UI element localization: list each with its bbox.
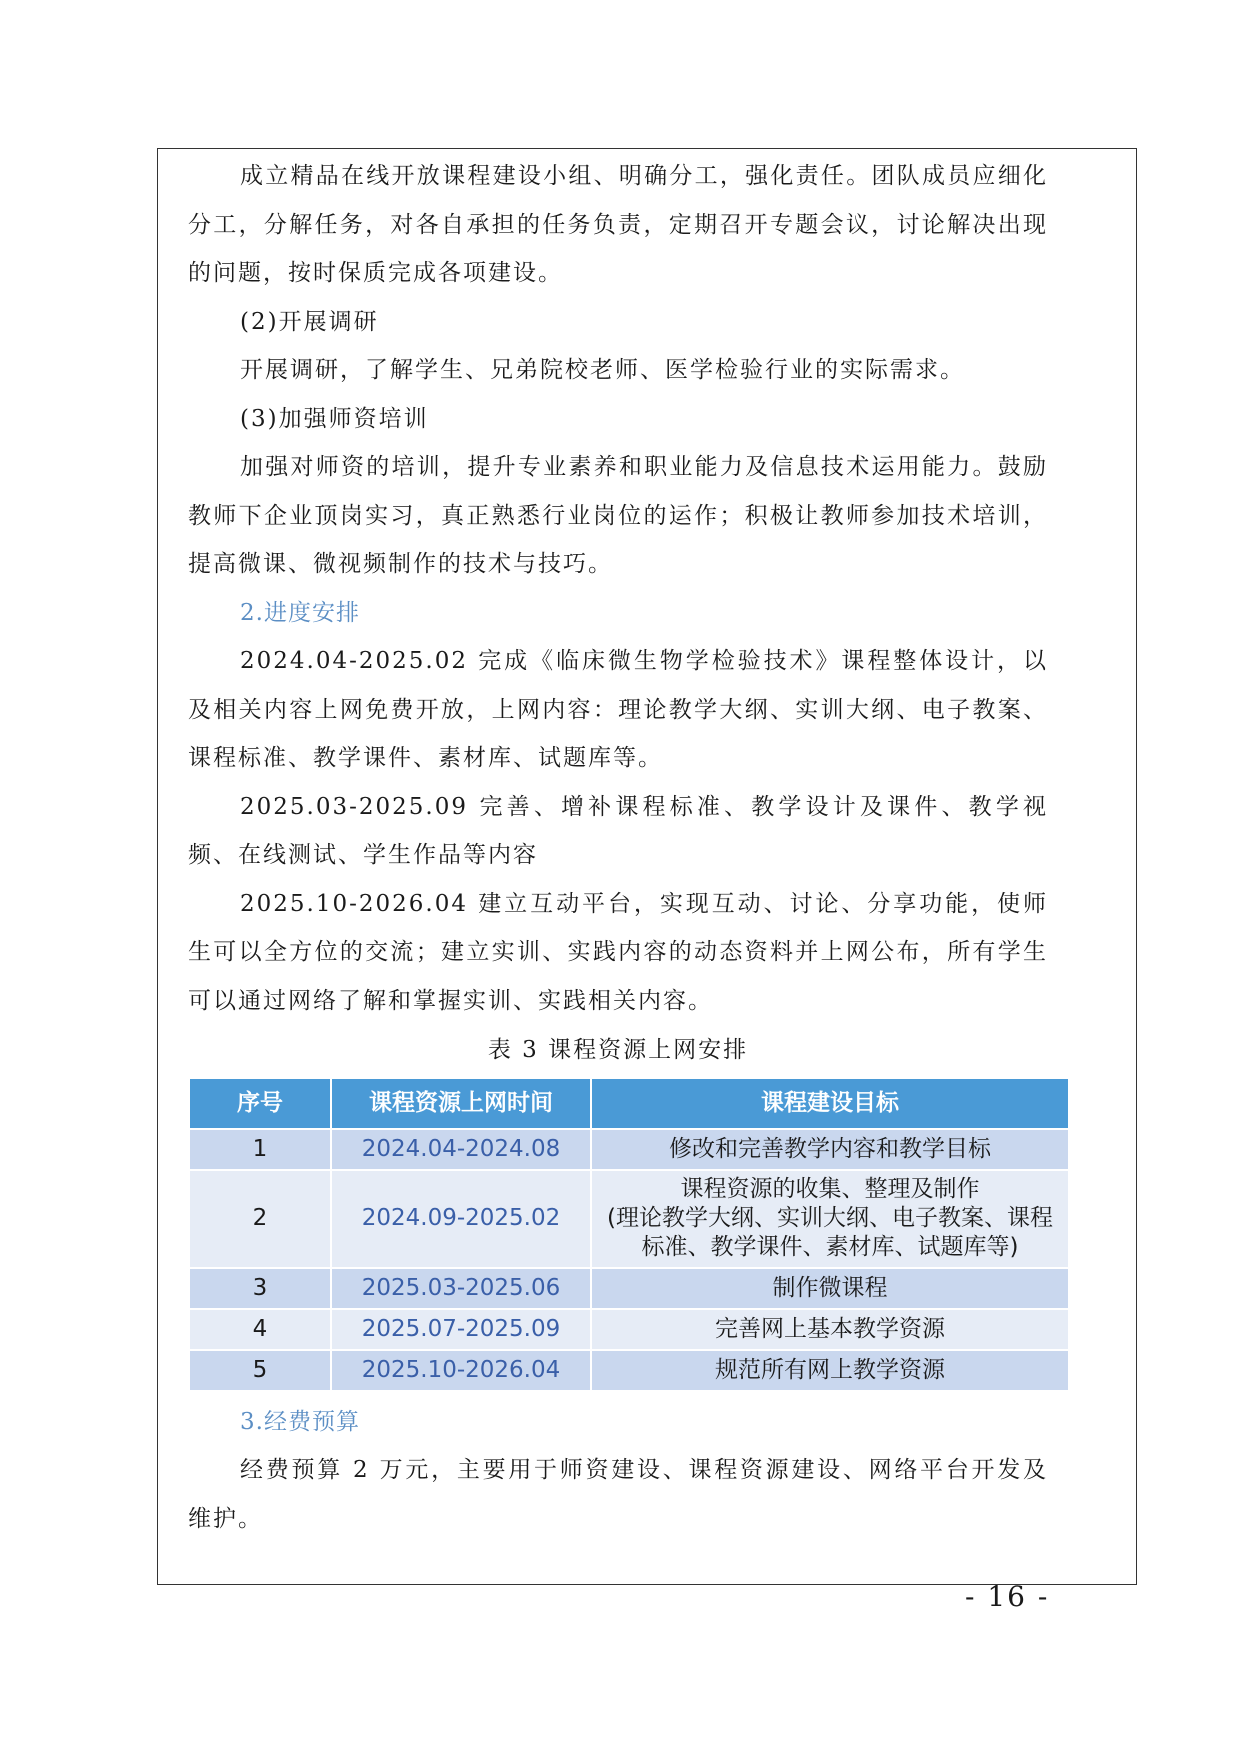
paragraph-schedule-3: 2025.10-2026.04 建立互动平台，实现互动、讨论、分享功能，使师生可以全方位的交流；建立实训、实践内容的动态资料并上网公布，所有学生可以通过网络了解和掌握实训、实践相关内容。	[188, 890, 1048, 1014]
table-row	[189, 1309, 1069, 1350]
cell-no: 3	[189, 1268, 331, 1309]
paragraph-schedule-1: 2024.04-2025.02 完成《临床微生物学检验技术》课程整体设计，以及相关内容上网免费开放，上网内容：理论教学大纲、实训大纲、电子教案、课程标准、教学课件、素材库、试题库等。	[188, 648, 1048, 771]
paragraph-team: 成立精品在线开放课程建设小组、明确分工，强化责任。团队成员应细化分工，分解任务，对各自承担的任务负责，定期召开专题会议，讨论解决出现的问题，按时保质完成各项建设。	[188, 163, 1048, 286]
paragraph-training: 加强对师资的培训，提升专业素养和职业能力及信息技术运用能力。鼓励教师下企业顶岗实习，真正熟悉行业岗位的运作；积极让教师参加技术培训，提高微课、微视频制作的技术与技巧。	[188, 454, 1048, 577]
cell-time: 2024.09-2025.02	[331, 1170, 591, 1268]
cell-no: 4	[189, 1309, 331, 1350]
cell-time: 2024.04-2024.08	[331, 1129, 591, 1170]
cell-goal: 规范所有网上教学资源	[591, 1350, 1069, 1391]
page-number: - 16 -	[965, 1580, 1050, 1613]
cell-goal: 修改和完善教学内容和教学目标	[591, 1129, 1069, 1170]
cell-time: 2025.10-2026.04	[331, 1350, 591, 1391]
paragraph-research: 开展调研，了解学生、兄弟院校老师、医学检验行业的实际需求。	[240, 357, 965, 383]
table-row	[189, 1129, 1069, 1170]
paragraph-budget: 经费预算 2 万元，主要用于师资建设、课程资源建设、网络平台开发及维护。	[188, 1457, 1048, 1532]
table-caption: 表 3 课程资源上网安排	[487, 1037, 749, 1063]
cell-goal-detail: (理论教学大纲、实训大纲、电子教案、课程标准、教学课件、素材库、试题库等)	[607, 1205, 1053, 1260]
cell-goal	[591, 1170, 1069, 1268]
cell-goal-main: 课程资源的收集、整理及制作	[680, 1176, 980, 1202]
document-body	[188, 152, 1053, 1543]
subheading-research: (2)开展调研	[240, 308, 379, 335]
header-goal: 课程建设目标	[591, 1078, 1069, 1129]
table-row	[189, 1350, 1069, 1391]
cell-time: 2025.07-2025.09	[331, 1309, 591, 1350]
section-heading-budget: 3.经费预算	[240, 1408, 360, 1435]
table-row	[189, 1268, 1069, 1309]
cell-no: 1	[189, 1129, 331, 1170]
cell-goal: 完善网上基本教学资源	[591, 1309, 1069, 1350]
header-time: 课程资源上网时间	[331, 1078, 591, 1129]
paragraph-schedule-2: 2025.03-2025.09 完善、增补课程标准、教学设计及课件、教学视频、在线测试、学生作品等内容	[188, 793, 1048, 868]
cell-no: 2	[189, 1170, 331, 1268]
table-row	[189, 1170, 1069, 1268]
header-no: 序号	[189, 1078, 331, 1129]
cell-time: 2025.03-2025.06	[331, 1268, 591, 1309]
table-header-row	[189, 1078, 1069, 1129]
subheading-training: (3)加强师资培训	[240, 405, 429, 432]
cell-no: 5	[189, 1350, 331, 1391]
section-heading-schedule: 2.进度安排	[240, 599, 360, 626]
cell-goal: 制作微课程	[591, 1268, 1069, 1309]
schedule-table	[188, 1077, 1070, 1392]
